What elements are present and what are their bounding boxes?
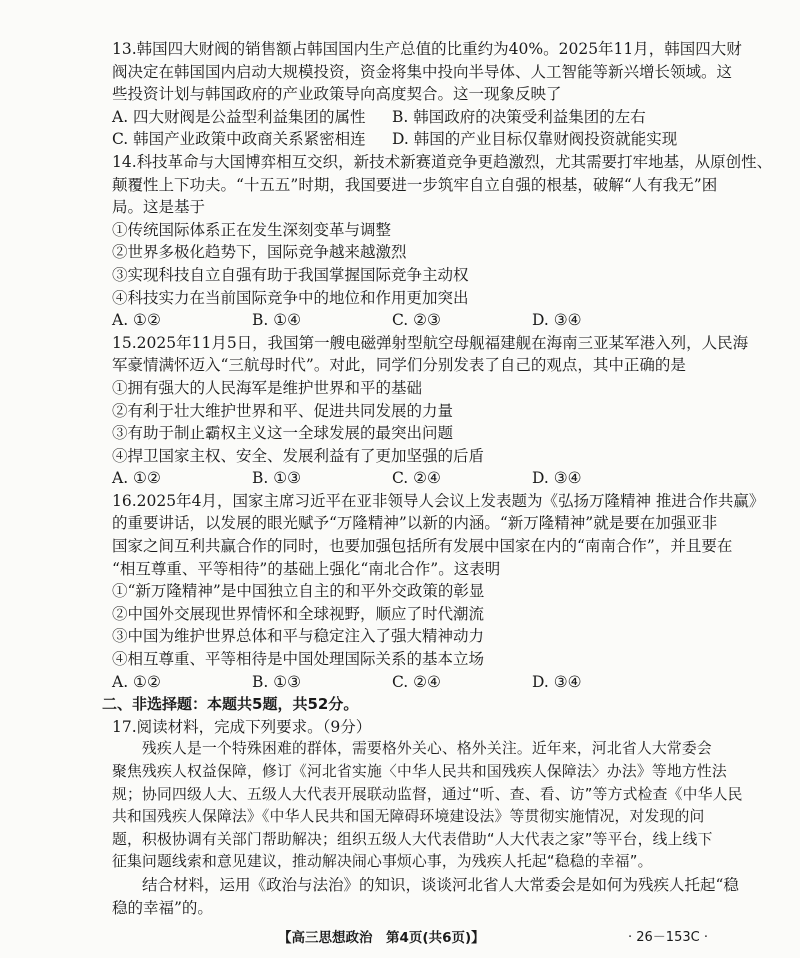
options-row bbox=[112, 106, 694, 129]
statement-item: ③中国为维护世界总体和平与稳定注入了强大精神动力 bbox=[112, 627, 485, 646]
material-line: 题，积极协调有关部门帮助解决；组织五级人大代表借助“人大代表之家”等平台，线上线下 bbox=[112, 830, 713, 848]
statement-item: ①传统国际体系正在发生深刻变革与调整 bbox=[112, 220, 392, 239]
option-a: A. ①② bbox=[112, 311, 161, 330]
question-stem-line: 15.2025年11月5日，我国第一艘电磁弹射型航空母舰福建舰在海南三亚某军港入列，人民海 bbox=[112, 333, 749, 352]
question-stem-line: 军豪情满怀迈入“三航母时代”。对此，同学们分别发表了自己的观点，其中正确的是 bbox=[112, 356, 686, 375]
question-stem-line: 16.2025年4月，国家主席习近平在亚非领导人会议上发表题为《弘扬万隆精神 推进合作共赢》 bbox=[112, 491, 765, 510]
option-b: B. ①③ bbox=[252, 672, 302, 691]
question-stem-line: 局。这是基于 bbox=[112, 198, 206, 217]
options-row bbox=[112, 128, 694, 151]
question-17 bbox=[112, 716, 743, 919]
option-c: C. ②④ bbox=[392, 469, 441, 488]
statement-item: ②世界多极化趋势下，国际竞争越来越激烈 bbox=[112, 243, 407, 262]
statement-item: ④相互尊重、平等相待是中国处理国际关系的基本立场 bbox=[112, 650, 485, 669]
task-line: 稳的幸福”的。 bbox=[112, 898, 213, 917]
option-b: B. ①③ bbox=[252, 469, 302, 488]
material-line: 征集问题线索和意见建议，推动解决闹心事烦心事，为残疾人托起“稳稳的幸福”。 bbox=[112, 853, 653, 871]
question-stem-line: 些投资计划与韩国政府的产业政策导向高度契合。这一现象反映了 bbox=[112, 85, 562, 104]
question-stem-line: 颠覆性上下功夫。“十五五”时期，我国要进一步筑牢自立自强的根基，破解“人有我无”困 bbox=[112, 175, 718, 194]
question-stem-line: 14.科技革命与大国博弈相互交织，新技术新赛道竞争更趋激烈，尤其需要打牢地基，从原创性、 bbox=[112, 152, 773, 171]
material-line: 聚焦残疾人权益保障，修订《河北省实施〈中华人民共和国残疾人保障法〉办法》等地方性法 bbox=[112, 763, 727, 780]
statement-item: ①拥有强大的人民海军是维护世界和平的基础 bbox=[112, 378, 423, 397]
option-a: A. 四大财阀是公益型利益集团的属性 bbox=[112, 107, 366, 126]
material-line: 共和国残疾人保障法》《中华人民共和国无障碍环境建设法》等贯彻实施情况，对发现的问 bbox=[112, 808, 705, 826]
option-a: A. ①② bbox=[112, 469, 161, 488]
statement-item: ②有利于壮大维护世界和平、促进共同发展的力量 bbox=[112, 401, 454, 420]
exam-content bbox=[102, 38, 773, 919]
option-a: A. ①② bbox=[112, 672, 161, 691]
option-b: B. 韩国政府的决策受利益集团的左右 bbox=[392, 107, 646, 126]
section-heading: 二、非选择题：本题共5题，共52分。 bbox=[102, 695, 359, 714]
option-d: D. 韩国的产业目标仅靠财阀投资就能实现 bbox=[392, 130, 678, 149]
question-13 bbox=[112, 38, 742, 151]
material-line: 规；协同四级人大、五级人大代表开展联动监督，通过“听、查、看、访”等方式检查《中华人民 bbox=[112, 785, 743, 803]
option-d: D. ③④ bbox=[532, 311, 582, 330]
page-footer bbox=[0, 926, 800, 950]
question-15 bbox=[112, 332, 749, 490]
options-row bbox=[112, 671, 694, 694]
options-row bbox=[112, 467, 694, 490]
option-b: B. ①④ bbox=[252, 311, 302, 330]
options-row bbox=[112, 309, 694, 332]
question-16 bbox=[112, 490, 765, 693]
option-c: C. ②③ bbox=[392, 311, 441, 330]
option-d: D. ③④ bbox=[532, 672, 582, 691]
question-stem-line: 的重要讲话，以发展的眼光赋予“万隆精神”以新的内涵。“新万隆精神”就是要在加强亚非 bbox=[112, 514, 718, 533]
statement-item: ①“新万隆精神”是中国独立自主的和平外交政策的彰显 bbox=[112, 582, 485, 601]
question-stem-line: 17.阅读材料，完成下列要求。（9分） bbox=[112, 717, 372, 736]
task-line: 结合材料，运用《政治与法治》的知识，谈谈河北省人大常委会是如何为残疾人托起“稳 bbox=[142, 875, 739, 894]
footer-code: · 26－153C · bbox=[628, 930, 708, 945]
option-c: C. ②④ bbox=[392, 672, 441, 691]
statement-item: ④科技实力在当前国际竞争中的地位和作用更加突出 bbox=[112, 288, 469, 307]
statement-item: ②中国外交展现世界情怀和全球视野，顺应了时代潮流 bbox=[112, 604, 485, 623]
statement-item: ④捍卫国家主权、安全、发展利益有了更加坚强的后盾 bbox=[112, 446, 485, 465]
reading-material bbox=[112, 738, 743, 874]
statement-item: ③实现科技自立自强有助于我国掌握国际竞争主动权 bbox=[112, 265, 469, 284]
question-stem-line: 阀决定在韩国国内启动大规模投资，资金将集中投向半导体、人工智能等新兴增长领域。这 bbox=[112, 62, 733, 81]
option-c: C. 韩国产业政策中政商关系紧密相连 bbox=[112, 130, 366, 149]
option-d: D. ③④ bbox=[532, 469, 582, 488]
question-stem-line: 13.韩国四大财阀的销售额占韩国国内生产总值的比重约为40%。2025年11月，韩国四大财 bbox=[112, 40, 742, 58]
question-14 bbox=[112, 151, 773, 332]
material-line: 残疾人是一个特殊困难的群体，需要格外关心、格外关注。近年来，河北省人大常委会 bbox=[142, 740, 712, 758]
question-stem-line: “相互尊重、平等相待”的基础上强化“南北合作”。这表明 bbox=[112, 559, 501, 578]
footer-page-label: 【高三思想政治 第4页(共6页)】 bbox=[278, 930, 485, 946]
statement-item: ③有助于制止霸权主义这一全球发展的最突出问题 bbox=[112, 424, 454, 443]
question-stem-line: 国家之间互利共赢合作的同时，也要加强包括所有发展中国家在内的“南南合作”，并且要在 bbox=[112, 537, 733, 556]
